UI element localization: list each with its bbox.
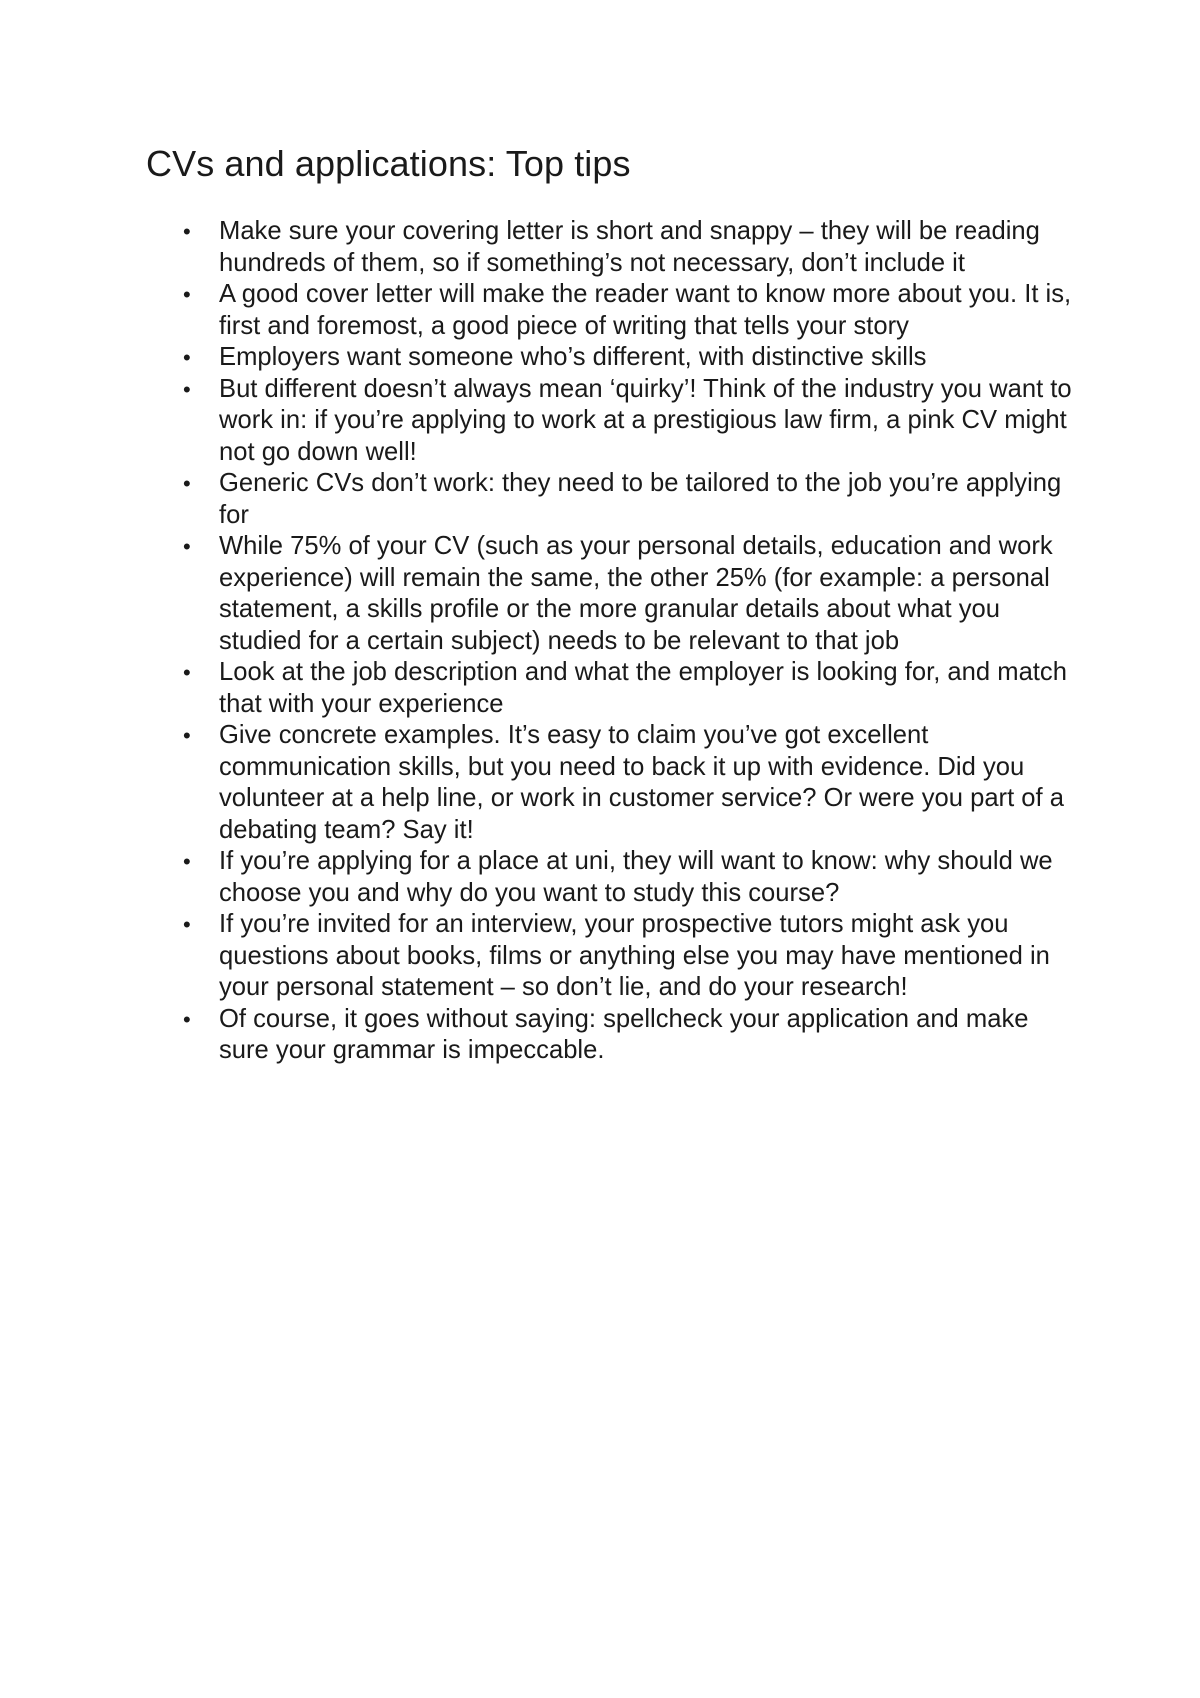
tip-item — [0, 531, 1079, 657]
tip-text: Make sure your covering letter is short and snappy – they will be reading hundreds of them, so if something’s not necessary, don’t include it — [219, 217, 1040, 277]
bullet-icon: • — [183, 282, 191, 307]
tip-text: If you’re applying for a place at uni, they will want to know: why should we choose you and why do you want to study this course? — [219, 847, 1053, 907]
bullet-icon: • — [183, 723, 191, 748]
tip-item — [0, 720, 1079, 846]
bullet-icon: • — [183, 912, 191, 937]
tip-item — [0, 846, 1079, 909]
bullet-icon: • — [183, 534, 191, 559]
tip-text: A good cover letter will make the reader want to know more about you. It is, first and foremost, a good piece of writing that tells your story — [219, 280, 1072, 340]
bullet-icon: • — [183, 660, 191, 685]
tip-item — [0, 1004, 1079, 1067]
tip-text: But different doesn’t always mean ‘quirky’! Think of the industry you want to work in: if you’re applying to work at a prestigious law firm, a pink CV might not go down well! — [219, 374, 1072, 466]
tip-text: Look at the job description and what the employer is looking for, and match that with your experience — [219, 658, 1067, 718]
tip-item — [0, 279, 1079, 342]
tip-text: Generic CVs don’t work: they need to be tailored to the job you’re applying for — [219, 469, 1062, 529]
tip-text: Employers want someone who’s different, with distinctive skills — [219, 343, 927, 371]
page-title: CVs and applications: Top tips — [146, 143, 631, 184]
tip-item — [0, 657, 1079, 720]
bullet-icon: • — [183, 1006, 191, 1032]
bullet-icon: • — [183, 345, 191, 370]
tip-text: While 75% of your CV (such as your personal details, education and work experience) will remain the same, the other 25% (for example: a personal statement, a skills profile or the more granular details about what you studied for a certain subject) needs to be relevant to that job — [219, 532, 1053, 655]
tip-text: Of course, it goes without saying: spellcheck your application and make sure your grammar is impeccable. — [219, 1004, 1029, 1064]
tip-text: If you’re invited for an interview, your prospective tutors might ask you questions about books, films or anything else you may have mentioned in your personal statement – so don’t lie, and do your research! — [219, 910, 1050, 1001]
bullet-icon: • — [183, 471, 191, 496]
tip-item — [0, 216, 1079, 279]
bullet-icon: • — [183, 219, 191, 244]
bullet-icon: • — [183, 849, 191, 874]
tip-item — [0, 342, 1079, 374]
tip-text: Give concrete examples. It’s easy to claim you’ve got excellent communication skills, but you need to back it up with evidence. Did you volunteer at a help line, or work in customer service? Or were you part of a debating team? Say it! — [219, 721, 1064, 844]
tips-list — [0, 216, 1200, 1067]
tip-item — [0, 909, 1079, 1004]
tip-item — [0, 374, 1079, 469]
bullet-icon: • — [183, 376, 191, 402]
tip-item — [0, 468, 1079, 531]
